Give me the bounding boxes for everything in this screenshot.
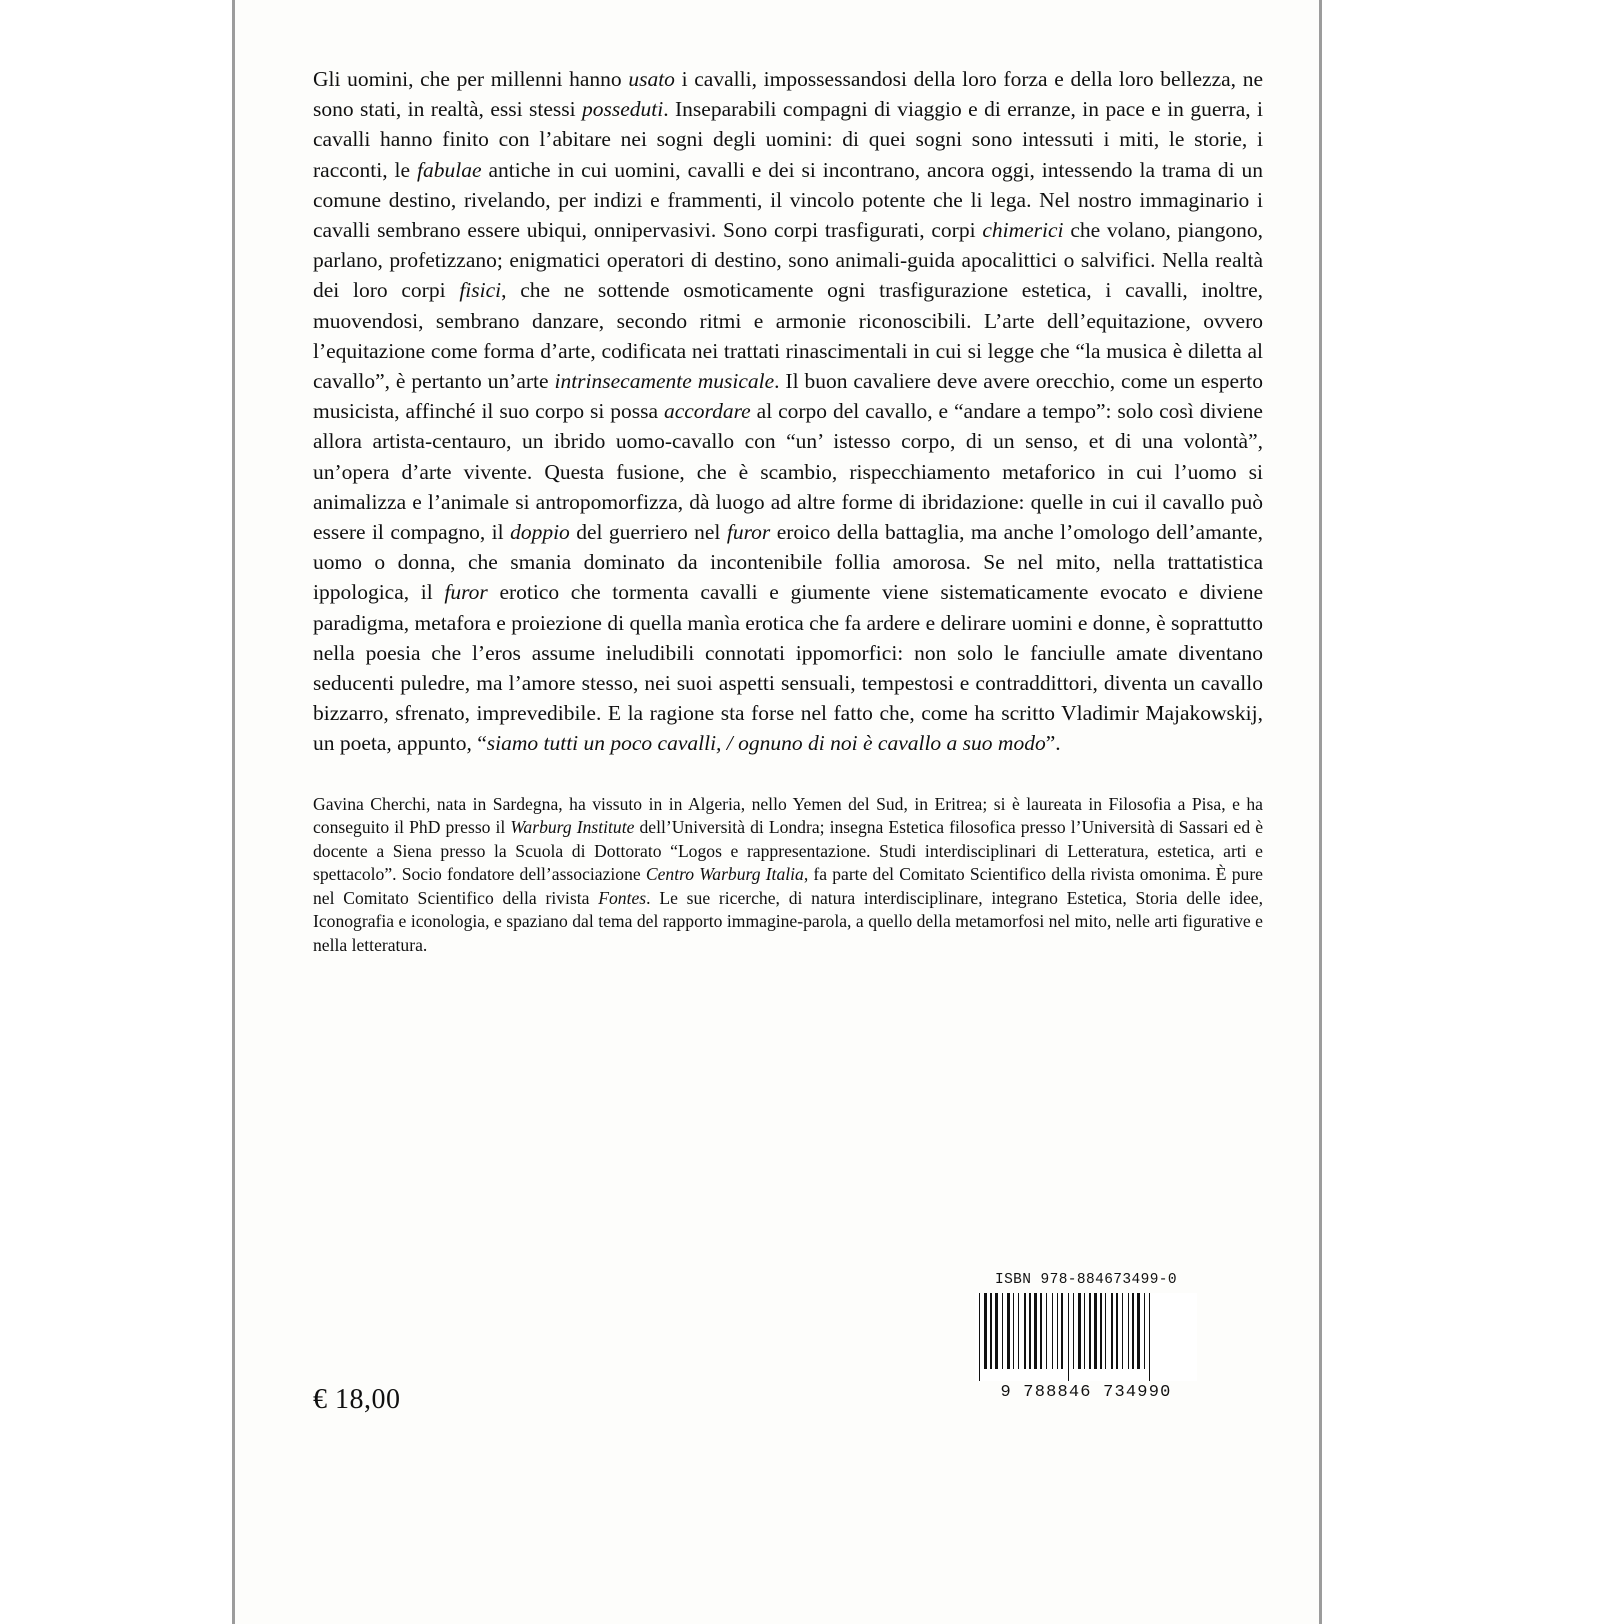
barcode-digits: 9 788846 734990: [1000, 1383, 1172, 1402]
cover-text-block: [313, 64, 1263, 958]
blurb-paragraph: Gli uomini, che per millenni hanno usato i cavalli, impossessandosi della loro forza e della loro bellezza, ne sono stati, in realtà, essi stessi posseduti. Inseparabili compagni di viaggio e di erranze, in pace e in guerra, i cavalli hanno finito con l’abitare nei sogni degli uomini: di quei sogni sono intessuti i miti, le storie, i racconti, le fabulae antiche in cui uomini, cavalli e dei si incontrano, ancora oggi, intessendo la trama di un comune destino, rivelando, per indizi e frammenti, il vincolo potente che li lega. Nel nostro immaginario i cavalli sembrano essere ubiqui, onnipervasivi. Sono corpi trasfigurati, corpi chimerici che volano, piangono, parlano, profetizzano; enigmatici operatori di destino, sono animali-guida apocalittici o salvifici. Nella realtà dei loro corpi fisici, che ne sottende osmoticamente ogni trasfigurazione estetica, i cavalli, inoltre, muovendosi, sembrano danzare, secondo ritmi e armonie riconoscibili. L’arte dell’equitazione, ovvero l’equitazione come forma d’arte, codificata nei trattati rinascimentali in cui si legge che “la musica è diletta al cavallo”, è pertanto un’arte intrinsecamente musicale. Il buon cavaliere deve avere orecchio, come un esperto musicista, affinché il suo corpo si possa accordare al corpo del cavallo, e “andare a tempo”: solo così diviene allora artista-centauro, un ibrido uomo-cavallo con “un’ istesso corpo, di un senso, et di una volontà”, un’opera d’arte vivente. Questa fusione, che è scambio, rispecchiamento metaforico in cui l’uomo si animalizza e l’animale si antropomorfizza, dà luogo ad altre forme di ibridazione: quelle in cui il cavallo può essere il compagno, il doppio del guerriero nel furor eroico della battaglia, ma anche l’omologo dell’amante, uomo o donna, che smania dominato da incontenibile follia amorosa. Se nel mito, nella trattatistica ippologica, il furor erotico che tormenta cavalli e giumente viene sistematicamente evocato e diviene paradigma, metafora e proiezione di quella manìa erotica che fa ardere e delirare uomini e donne, è soprattutto nella poesia che l’eros assume ineludibili connotati ippomorfici: non solo le fanciulle amate diventano seducenti puledre, ma l’amore stesso, nei suoi aspetti sensuali, tempestosi e contraddittori, diventa un cavallo bizzarro, sfrenato, imprevedibile. E la ragione sta forse nel fatto che, come ha scritto Vladimir Majakowskij, un poeta, appunto, “siamo tutti un poco cavalli, / ognuno di noi è cavallo a suo modo”.: [313, 67, 1264, 756]
barcode-block: [975, 1272, 1197, 1402]
back-cover-page: [232, 0, 1322, 1624]
price-label: € 18,00: [313, 1384, 401, 1415]
barcode-image: [975, 1293, 1197, 1381]
isbn-label: ISBN 978-884673499-0: [994, 1272, 1178, 1288]
author-bio-paragraph: Gavina Cherchi, nata in Sardegna, ha vissuto in in Algeria, nello Yemen del Sud, in Eritrea; si è laureata in Filosofia a Pisa, e ha conseguito il PhD presso il Warburg Institute dell’Università di Londra; insegna Estetica filosofica presso l’Università di Sassari ed è docente a Siena presso la Scuola di Dottorato “Logos e rappresentazione. Studi interdisciplinari di Letteratura, estetica, arti e spettacolo”. Socio fondatore dell’associazione Centro Warburg Italia, fa parte del Comitato Scientifico della rivista omonima. È pure nel Comitato Scientifico della rivista Fontes. Le sue ricerche, di natura interdisciplinare, integrano Estetica, Storia delle idee, Iconografia e iconologia, e spaziano dal tema del rapporto immagine-parola, a quello della metamorfosi nel mito, nelle arti figurative e nella letteratura.: [313, 793, 1263, 956]
